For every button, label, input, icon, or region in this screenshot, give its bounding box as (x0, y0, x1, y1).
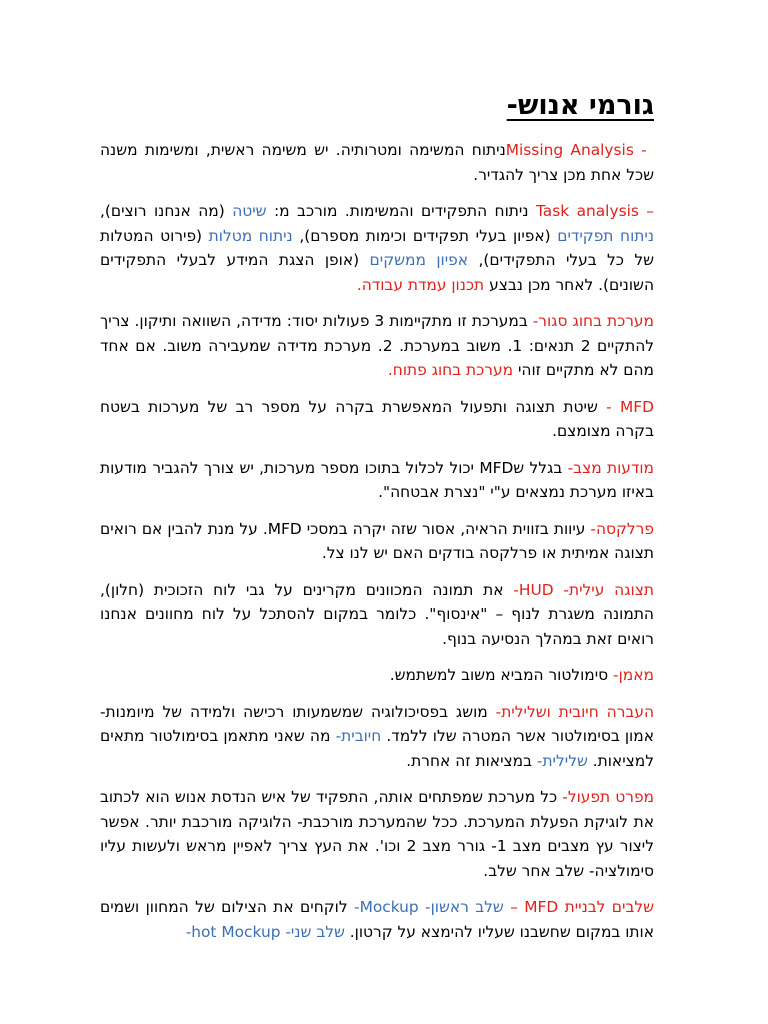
paragraph (100, 456, 654, 505)
term-red: מערכת בחוג פתוח. (387, 361, 514, 379)
paragraph-text: כל מערכת שמפתחים אותה, התפקיד של איש הנדסת אנוש הוא לכתוב את לוגיקת הפעלת המערכת. ככל שהמערכת מורכבת- הלוגיקה מורכבת יותר. אפשר ליצור עץ מצבים מצב 1- גורר מצב 2 וכו'. את העץ צריך לאפיין מראש ולעשות עליו סימולציה- שלב אחר שלב. (100, 788, 654, 880)
paragraph-text: שיטת תצוגה ותפעול המאפשרת בקרה על מספר רב של מערכות בשטח בקרה מצומצם. (100, 397, 654, 440)
paragraph (100, 309, 654, 383)
term-red: מודעות מצב- (567, 458, 654, 477)
paragraph-text: מושג בפסיכולוגיה שמשמעותו רכישה ולמידה של מיומנות- אמון בסימולטור אשר המטרה שלו ללמד. (100, 702, 654, 745)
paragraph-text: עיוות בזווית הראיה, אסור שזה יקרה במסכי MFD. על מנת להבין אם רואים תצוגה אמיתית או פרלקסה בודקים האם יש לנו צל. (100, 519, 654, 562)
paragraph-text: את תמונה המכוונים מקרינים על גבי לוח הזכוכית (חלון), התמונה משגרת לנוף – "אינסוף". כלומר במקום להסתכל על לוח מחוונים אנחנו רואים זאת במהלך הנסיעה בנוף. (100, 580, 654, 648)
paragraph-text: (אופן הצגת המידע לבעלי התפקידים השונים). לאחר מכן נבצע (100, 251, 654, 294)
paragraph (100, 199, 654, 297)
term-blue: ניתוח מטלות (208, 226, 293, 245)
document-page (100, 88, 654, 956)
term-red: Missing Analysis - (505, 141, 654, 159)
term-blue: שלב שני- hot Mockup- (185, 922, 345, 941)
paragraph (100, 895, 654, 944)
paragraph (100, 785, 654, 883)
document-body (100, 138, 654, 944)
paragraph (100, 578, 654, 652)
paragraph (100, 517, 654, 566)
paragraph-text: סימולטור המביא משוב למשתמש. (389, 666, 614, 684)
term-red: תכנון עמדת עבודה. (356, 275, 485, 294)
term-red: מפרט תפעול- (562, 788, 655, 806)
term-red: פרלקסה- (590, 519, 654, 538)
term-red: מאמן- (613, 666, 654, 684)
term-red: מערכת בחוג סגור- (532, 312, 654, 330)
term-blue: שיטה (232, 202, 267, 220)
term-red: תצוגה עילית- HUD- (513, 580, 654, 599)
paragraph-text: (אפיון בעלי תפקידים וכימות מספרם), (292, 226, 558, 245)
paragraph-text: (מה אנחנו רוצים), (100, 202, 233, 220)
paragraph-text: לוקחים את הצילום של המחוון ושמים אותו במקום שחשבנו שעליו להימצא על קרטון. (100, 898, 654, 941)
paragraph-text: במערכת זו מתקיימות 3 פעולות יסוד: מדידה, השוואה ותיקון. צריך להתקיים 2 תנאים: 1. משוב במערכת. 2. מערכת מדידה שמעבירה משוב. אם אחד מהם לא מתקיים זוהי (100, 312, 654, 379)
paragraph-text: במציאות זה אחרת. (406, 751, 537, 770)
paragraph-text: ניתוח המשימה ומטרותיה. יש משימה ראשית, ומשימות משנה שכל אחת מכן צריך להגדיר. (100, 141, 654, 184)
paragraph (100, 138, 654, 187)
term-red: העברה חיובית ושלילית- (495, 702, 655, 721)
term-blue: חיובית- (335, 727, 382, 745)
paragraph (100, 700, 654, 774)
paragraph-text: (פירוט המטלות של כל בעלי התפקידים), (100, 226, 654, 269)
term-blue: אפיון ממשקים (369, 251, 469, 269)
page-title: גורמי אנוש- (506, 90, 654, 121)
paragraph-text: מה שאני מתאמן בסימולטור מתאים למציאות. (100, 727, 654, 770)
term-blue: שלב ראשון- Mockup- (354, 898, 504, 916)
term-blue: שלילית- (536, 751, 588, 770)
paragraph (100, 663, 654, 688)
term-red: Task analysis – (535, 202, 654, 220)
term-blue: ניתוח תפקידים (557, 226, 654, 245)
paragraph (100, 395, 654, 444)
paragraph-text: ניתוח התפקידים והמשימות. מורכב מ: (266, 202, 536, 220)
term-red: שלבים לבניית MFD – (510, 898, 655, 916)
paragraph-text: בגלל שMFD יכול לכלול בתוכו מספר מערכות, יש צורך להגביר מודעות באיזו מערכת נמצאים ע"י "נצרת אבטחה". (100, 458, 654, 501)
term-red: MFD - (606, 397, 654, 416)
